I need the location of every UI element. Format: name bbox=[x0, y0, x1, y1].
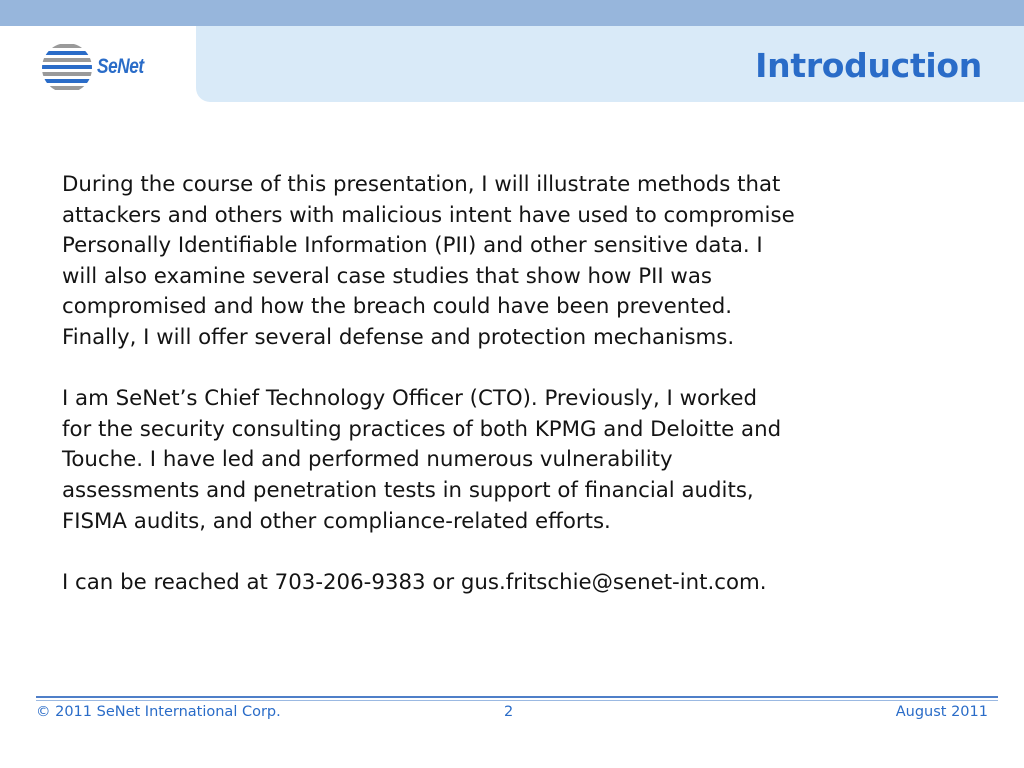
footer-copyright: © 2011 SeNet International Corp. bbox=[36, 704, 281, 720]
footer-rule-thick bbox=[36, 696, 998, 698]
body-content bbox=[62, 170, 962, 629]
title-panel bbox=[196, 26, 1024, 102]
header-band bbox=[0, 0, 1024, 26]
senet-globe-logo-icon bbox=[40, 41, 96, 95]
page-number: 2 bbox=[504, 704, 514, 720]
paragraph-bio: I am SeNet’s Chief Technology Officer (CTO). Previously, I worked for the security consulting practices of both KPMG and Deloitte and Touche. I have led and performed numerous vulnerability assessments and penetration tests in support of financial audits, FISMA audits, and other compliance-related efforts. bbox=[62, 386, 782, 534]
paragraph-intro: During the course of this presentation, I will illustrate methods that attackers and others with malicious intent have used to compromise Personally Identifiable Information (PII) and other sensitive data. I will also examine several case studies that show how PII was compromised and how the breach could have been prevented. Finally, I will offer several defense and protection mechanisms. bbox=[62, 172, 795, 350]
logo-wordmark: SeNet bbox=[97, 55, 144, 78]
footer-date: August 2011 bbox=[895, 704, 988, 720]
senet-logo bbox=[40, 41, 170, 95]
footer-rule-thin bbox=[36, 700, 998, 701]
footer bbox=[36, 704, 988, 724]
footer-divider bbox=[36, 696, 998, 701]
paragraph-contact: I can be reached at 703-206-9383 or gus.fritschie@senet-int.com. bbox=[62, 569, 767, 595]
slide-title: Introduction bbox=[755, 46, 982, 85]
